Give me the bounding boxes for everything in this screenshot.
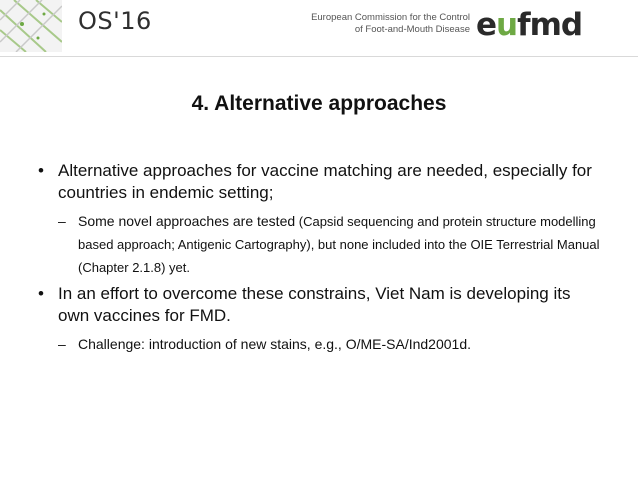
sub-bullet-lead: Challenge: introduction of new stains, e.g., O/ME-SA/Ind2001d. [78,336,472,352]
bullet-text: Alternative approaches for vaccine matching are needed, especially for countries in endemic setting; [58,161,592,202]
sub-bullet-item [38,210,603,279]
sub-bullet-item [38,333,603,356]
dash-icon: – [58,336,66,352]
slide-content [38,160,603,360]
bullet-icon: • [38,161,44,180]
dash-icon: – [58,213,66,229]
sub-bullet-detail: (Capsid sequencing and protein structure modelling based approach; Antigenic Cartography), but none included into the OIE Terrestrial Manual (Chapter 2.1.8) yet. [78,214,600,275]
sub-bullet-lead: Some novel approaches are tested [78,213,296,229]
slide-header [0,0,638,56]
header-divider [0,56,638,57]
organization-name-line2: of Foot-and-Mouth Disease [354,24,470,35]
bullet-item [38,283,603,327]
bullet-icon: • [38,284,44,303]
bullet-text: In an effort to overcome these constrains, Viet Nam is developing its own vaccines for FMD. [58,284,571,325]
conference-title: OS'16 [78,7,152,35]
logo-letter-e: e [476,7,497,43]
organization-name [311,12,470,36]
logo-letter-u: u [496,7,518,43]
slide-title: 4. Alternative approaches [191,92,447,115]
organization-name-line1: European Commission for the Control [311,12,470,23]
corner-decoration-icon [0,0,62,52]
logo-letters-fmd: fmd [517,7,583,43]
logo-text [476,7,582,43]
eufmd-logo [476,7,624,45]
bullet-item [38,160,603,204]
